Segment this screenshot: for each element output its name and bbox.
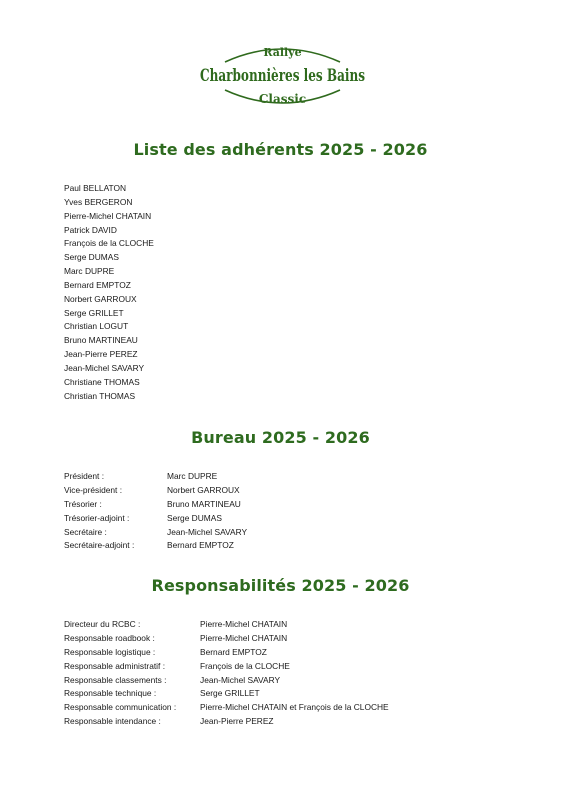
role-label: Secrétaire : [64, 526, 107, 537]
member-item: Marc DUPRE [64, 266, 115, 277]
member-item: Pierre-Michel CHATAIN [64, 210, 152, 221]
role-label: Trésorier-adjoint : [64, 512, 130, 523]
role-person: Jean-Michel SAVARY [200, 674, 281, 685]
role-person: Marc DUPRE [167, 471, 218, 481]
role-person: Bernard EMPTOZ [167, 540, 234, 551]
member-item: Jean-Pierre PEREZ [64, 349, 138, 360]
role-label: Responsable logistique : [64, 646, 156, 657]
role-label: Secrétaire-adjoint : [64, 540, 135, 551]
role-label: Responsable intendance : [64, 716, 161, 727]
role-label: Responsable classements : [64, 674, 167, 685]
role-person: Pierre-Michel CHATAIN [200, 632, 288, 643]
member-item: Serge GRILLET [64, 307, 124, 318]
member-item: Bruno MARTINEAU [64, 335, 138, 346]
members-list [64, 182, 154, 404]
member-item: Yves BERGERON [64, 196, 133, 207]
role-person: Bernard EMPTOZ [200, 646, 267, 657]
rallye-logo [195, 40, 370, 112]
role-person: Norbert GARROUX [167, 484, 240, 495]
role-label: Responsable administratif : [64, 660, 166, 671]
member-item: François de la CLOCHE [64, 238, 154, 249]
logo-bottom-text: Classic [258, 92, 307, 106]
logo-main-text: Charbonnières les Bains [200, 66, 365, 86]
members-heading: Liste des adhérents 2025 - 2026 [133, 140, 428, 159]
role-person: Pierre-Michel CHATAIN [200, 619, 288, 629]
member-item: Patrick DAVID [64, 224, 117, 235]
rallye-logo-graphic [195, 40, 370, 112]
member-item: Norbert GARROUX [64, 293, 137, 304]
role-label: Vice-président : [64, 484, 123, 495]
role-label: Responsable communication : [64, 702, 177, 713]
member-item: Jean-Michel SAVARY [64, 362, 145, 373]
logo-top-text: Rallye [263, 46, 302, 59]
role-person: Bruno MARTINEAU [167, 498, 241, 509]
role-label: Responsable roadbook : [64, 632, 155, 643]
role-person: François de la CLOCHE [200, 660, 290, 671]
role-person: Jean-Michel SAVARY [167, 526, 248, 537]
role-person: Jean-Pierre PEREZ [200, 716, 274, 727]
role-label: Président : [64, 471, 105, 481]
role-person: Serge DUMAS [167, 512, 222, 523]
responsibilities-heading: Responsabilités 2025 - 2026 [151, 576, 410, 595]
member-item: Christian LOGUT [64, 321, 129, 332]
role-person: Serge GRILLET [200, 688, 260, 699]
member-item: Bernard EMPTOZ [64, 279, 131, 290]
role-label: Trésorier : [64, 498, 102, 509]
role-label: Responsable technique : [64, 688, 157, 699]
member-item: Serge DUMAS [64, 252, 119, 263]
member-item: Christiane THOMAS [64, 376, 140, 387]
role-label: Directeur du RCBC : [64, 619, 141, 629]
role-person: Pierre-Michel CHATAIN et François de la CLOCHE [200, 702, 389, 713]
member-item: Christian THOMAS [64, 390, 136, 401]
member-item: Paul BELLATON [64, 183, 127, 193]
bureau-heading: Bureau 2025 - 2026 [191, 428, 370, 447]
